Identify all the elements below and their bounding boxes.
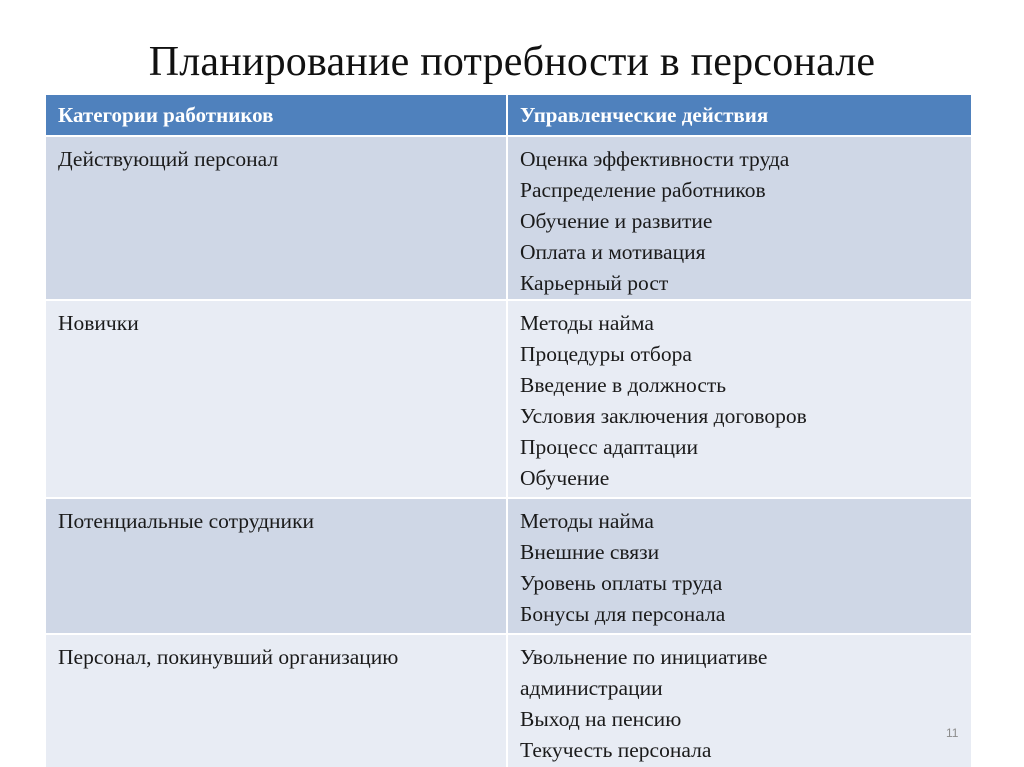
action-item: Внешние связи <box>520 540 660 564</box>
page-title: Планирование потребности в персонале <box>148 39 876 85</box>
action-item: Процедуры отбора <box>520 342 692 366</box>
category-label: Новички <box>58 311 139 335</box>
actions-cell <box>508 301 971 497</box>
category-label: Потенциальные сотрудники <box>58 509 315 533</box>
category-cell <box>46 499 508 633</box>
action-item: Текучесть персонала <box>520 738 712 762</box>
action-item: Оплата и мотивация <box>520 240 706 264</box>
action-item: Карьерный рост <box>520 271 669 295</box>
table-header-row <box>46 95 971 135</box>
action-item: Введение в должность <box>520 373 727 397</box>
category-cell <box>46 635 508 767</box>
actions-cell <box>508 137 971 299</box>
table-row <box>46 135 971 299</box>
action-item: Распределение работников <box>520 178 766 202</box>
action-item: Процесс адаптации <box>520 435 699 459</box>
actions-cell <box>508 635 971 767</box>
action-item: администрации <box>520 676 663 700</box>
action-item: Оценка эффективности труда <box>520 147 790 171</box>
action-item: Обучение и развитие <box>520 209 713 233</box>
table-row <box>46 299 971 497</box>
action-item: Методы найма <box>520 311 654 335</box>
action-item: Уровень оплаты труда <box>520 571 723 595</box>
actions-cell <box>508 499 971 633</box>
category-cell <box>46 137 508 299</box>
action-item: Бонусы для персонала <box>520 602 726 626</box>
personnel-table <box>46 95 971 767</box>
header-categories: Категории работников <box>46 95 508 135</box>
table-row <box>46 633 971 767</box>
category-label: Действующий персонал <box>58 147 279 171</box>
action-item: Увольнение по инициативе <box>520 645 768 669</box>
action-item: Условия заключения договоров <box>520 404 807 428</box>
action-item: Обучение <box>520 466 610 490</box>
action-item: Выход на пенсию <box>520 707 682 731</box>
table-row <box>46 497 971 633</box>
category-cell <box>46 301 508 497</box>
slide-number: 11 <box>946 726 959 740</box>
category-label: Персонал, покинувший организацию <box>58 645 399 669</box>
header-actions: Управленческие действия <box>520 103 769 127</box>
action-item: Методы найма <box>520 509 654 533</box>
